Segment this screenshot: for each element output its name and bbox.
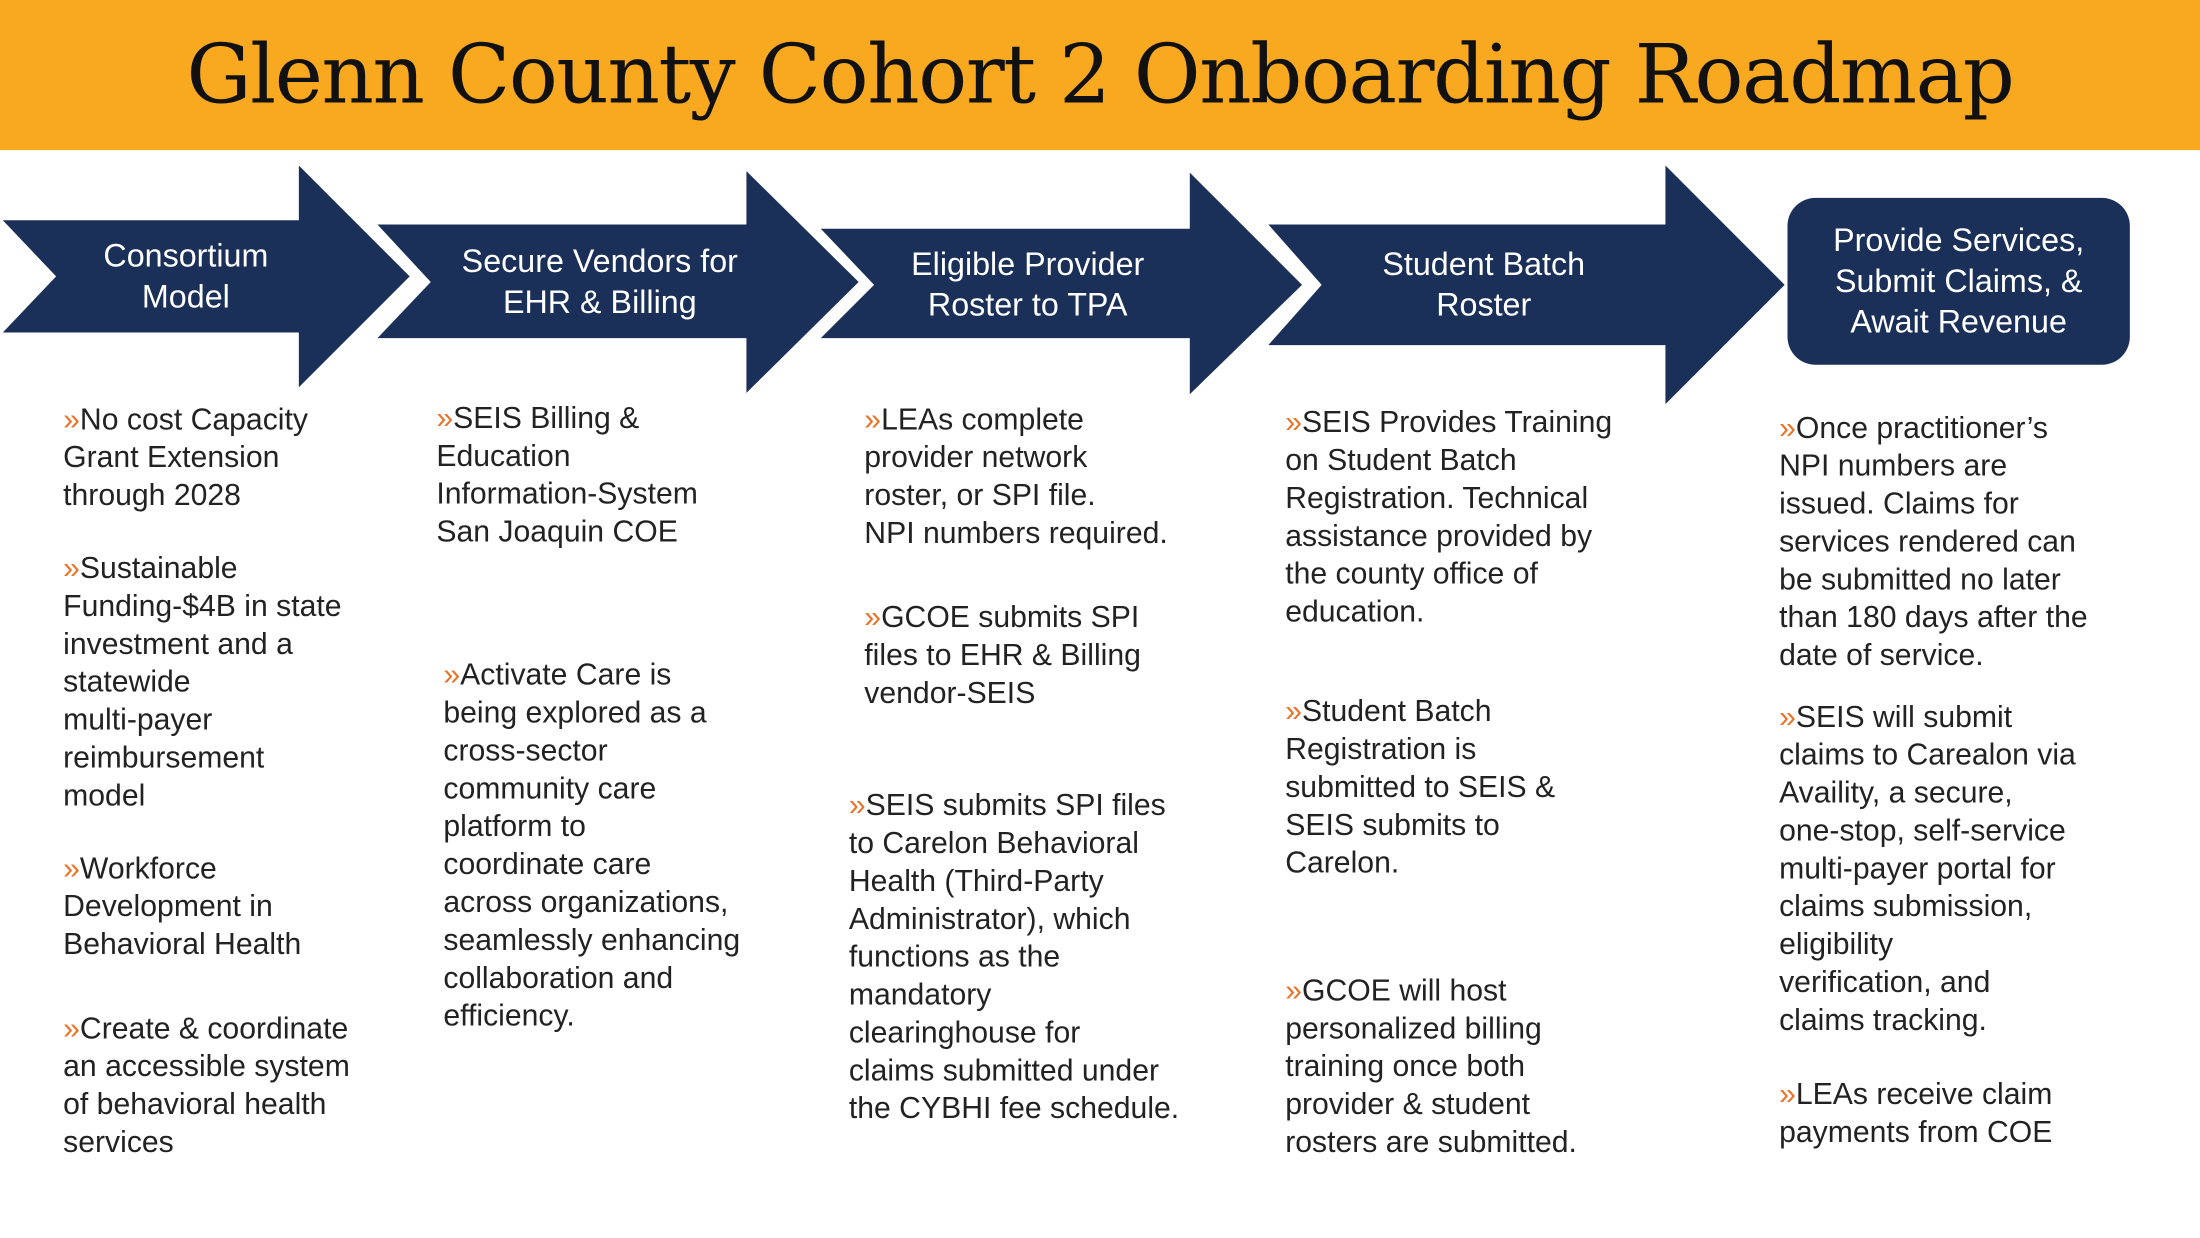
step-2-item: »SEIS Billing & Education Information-System San Joaquin COE [436,401,698,549]
bullet-icon: » [1285,973,1302,1008]
step-5-item: »Once practitioner’s NPI numbers are issued. Claims for services rendered can be submitted no later than 180 days after the date of service. [1779,411,2088,673]
bullet-icon: » [864,600,882,635]
step-1-item: »Sustainable Funding-$4B in state investment and a statewide multi-payer reimbursement model [63,551,342,813]
bullet-icon: » [1285,405,1302,440]
step-2-item: »Activate Care is being explored as a cross-sector community care platform to coordinate care across organizations, seamlessly enhancing collaboration and efficiency. [443,658,741,1033]
step-3-item: »GCOE submits SPI files to EHR & Billing vendor-SEIS [864,600,1141,710]
step-2-label: Secure Vendors for EHR & Billing [461,242,738,320]
bullet-icon: » [63,402,80,437]
step-4-item: »GCOE will host personalized billing training once both provider & student rosters are submitted. [1285,973,1577,1159]
step-1-item: »Workforce Development in Behavioral Health [63,851,302,962]
step-5-item: »SEIS will submit claims to Carealon via Availity, a secure, one-stop, self-service multi-payer portal for claims submission, eligibility verification, and claims tracking. [1779,700,2076,1037]
bullet-icon: » [436,401,454,435]
bullet-icon: » [1779,411,1796,445]
step-1-label: Consortium Model [103,237,269,315]
bullet-icon: » [1285,694,1302,729]
bullet-icon: » [1779,700,1796,734]
bullet-icon: » [63,1011,80,1046]
step-1-item: »Create & coordinate an accessible system of behavioral health services [63,1011,350,1159]
step-3-item: »LEAs complete provider network roster, or SPI file. NPI numbers required. [864,402,1168,550]
bullet-icon: » [864,402,882,437]
step-4-item: »Student Batch Registration is submitted to SEIS & SEIS submits to Carelon. [1285,694,1556,880]
bullet-icon: » [1779,1077,1796,1112]
page-title: Glenn County Cohort 2 Onboarding Roadmap [186,26,2014,123]
step-5-label: Provide Services, Submit Claims, & Await Revenue [1833,221,2085,340]
bullet-icon: » [63,551,80,586]
step-3-label: Eligible Provider Roster to TPA [911,245,1145,323]
bullet-icon: » [848,788,866,823]
bullet-icon: » [443,658,461,692]
bullet-icon: » [63,851,80,886]
step-1-item: »No cost Capacity Grant Extension through 2028 [63,402,308,513]
step-4-item: »SEIS Provides Training on Student Batch Registration. Technical assistance provided by the county office of education. [1285,405,1613,629]
step-5-item: »LEAs receive claim payments from COE [1779,1077,2053,1150]
step-4-label: Student Batch Roster [1382,245,1586,323]
step-3-item: »SEIS submits SPI files to Carelon Behavioral Health (Third-Party Administrator), which functions as the mandatory clearinghouse for claims submitted under the CYBHI fee schedule. [848,788,1180,1126]
